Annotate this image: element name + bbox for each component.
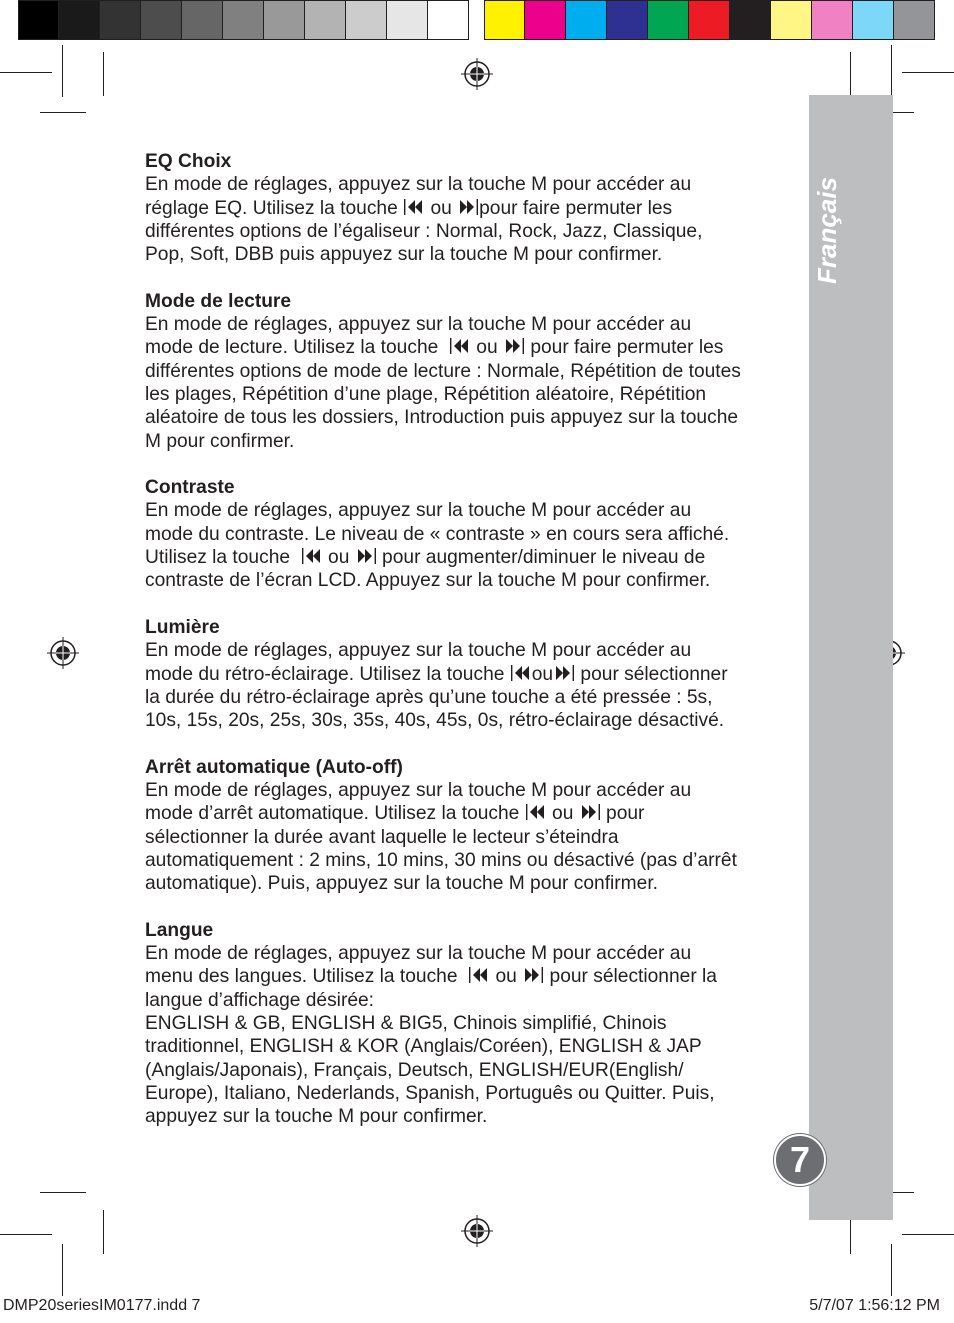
text-fragment: les plages, Répétition d’une plage, Répétition aléatoire, Répétition	[145, 383, 707, 405]
section-text-line	[145, 383, 775, 406]
color-swatch	[730, 0, 771, 40]
text-fragment: contraste de l’écran LCD. Appuyez sur la touche M pour confirmer.	[145, 570, 711, 592]
text-fragment: En mode de réglages, appuyez sur la touche M pour accéder au	[145, 780, 692, 802]
skip-next-icon	[553, 664, 575, 682]
crop-mark	[103, 52, 104, 96]
text-fragment: mode du contraste. Le niveau de « contraste » en cours sera affiché.	[145, 523, 730, 545]
gray-swatch	[264, 0, 305, 40]
color-swatch	[607, 0, 648, 40]
text-fragment: appuyez sur la touche M pour confirmer.	[145, 1106, 488, 1128]
text-fragment: 10s, 15s, 20s, 25s, 30s, 35s, 40s, 45s, 0s, rétro-éclairage désactivé.	[145, 710, 725, 732]
text-fragment: ou	[490, 966, 523, 988]
text-fragment: automatiquement : 2 mins, 10 mins, 30 mins ou désactivé (pas d’arrêt	[145, 849, 737, 871]
text-fragment: M pour confirmer.	[145, 430, 295, 452]
crop-mark	[891, 45, 892, 97]
footer-timestamp: 5/7/07 1:56:12 PM	[809, 1297, 940, 1314]
color-swatch	[648, 0, 689, 40]
grayscale-calibration-bar	[18, 0, 469, 42]
text-fragment: traditionnel, ENGLISH & KOR (Anglais/Coréen), ENGLISH & JAP	[145, 1036, 702, 1058]
section-text-line	[145, 826, 775, 849]
section-text-line	[145, 569, 775, 592]
text-fragment: aléatoire de tous les dossiers, Introduction puis appuyez sur la touche	[145, 407, 739, 429]
text-fragment: En mode de réglages, appuyez sur la touche M pour accéder au	[145, 500, 692, 522]
color-swatch	[812, 0, 853, 40]
manual-content	[145, 150, 775, 1152]
text-fragment: pour augmenter/diminuer le niveau de	[376, 547, 706, 569]
crop-mark	[891, 1244, 892, 1296]
text-fragment: la durée du rétro-éclairage après qu’une touche a été pressée : 5s,	[145, 686, 713, 708]
section-title: Contraste	[145, 477, 235, 499]
section-text-line	[145, 709, 775, 732]
gray-swatch	[141, 0, 182, 40]
text-fragment: sélectionner la durée avant laquelle le lecteur s’éteindra	[145, 826, 619, 848]
gray-swatch	[223, 0, 264, 40]
skip-next-icon	[457, 198, 479, 216]
text-fragment: Utilisez la touche	[145, 547, 301, 569]
gray-swatch	[100, 0, 141, 40]
gray-swatch	[387, 0, 428, 40]
text-fragment: ou	[531, 663, 554, 685]
color-swatch	[525, 0, 566, 40]
registration-mark-icon	[461, 58, 493, 90]
color-swatch	[566, 0, 607, 40]
color-swatch	[853, 0, 894, 40]
text-fragment: mode de lecture. Utilisez la touche	[145, 337, 449, 359]
crop-mark	[40, 112, 86, 113]
gray-swatch	[428, 0, 469, 40]
crop-mark	[902, 72, 954, 73]
skip-next-icon	[579, 803, 601, 821]
text-fragment: En mode de réglages, appuyez sur la touche M pour accéder au	[145, 640, 692, 662]
crop-mark	[0, 1234, 52, 1235]
section-text-line	[145, 243, 775, 266]
text-fragment: menu des langues. Utilisez la touche	[145, 966, 469, 988]
color-swatch	[894, 0, 935, 40]
crop-mark	[62, 1244, 63, 1296]
gray-swatch	[305, 0, 346, 40]
section-title: Mode de lecture	[145, 290, 292, 312]
text-fragment: En mode de réglages, appuyez sur la touche M pour accéder au	[145, 943, 692, 965]
crop-mark	[902, 1234, 954, 1235]
section-text-line	[145, 639, 775, 662]
section-text-line	[145, 872, 775, 895]
text-fragment: ou	[546, 803, 579, 825]
section-text-line	[145, 989, 775, 1012]
page-number-badge: 7	[774, 1134, 826, 1186]
manual-section	[145, 290, 775, 453]
text-fragment: En mode de réglages, appuyez sur la touche M pour accéder au	[145, 174, 692, 196]
section-text-line	[145, 965, 775, 988]
section-text-line	[145, 1035, 775, 1058]
gray-swatch	[182, 0, 223, 40]
section-text-line	[145, 197, 775, 220]
section-text-line	[145, 313, 775, 336]
section-text-line	[145, 779, 775, 802]
skip-previous-icon	[301, 547, 323, 565]
section-text-line	[145, 430, 775, 453]
section-title: Lumière	[145, 616, 220, 638]
manual-section	[145, 756, 775, 896]
section-title: Langue	[145, 919, 214, 941]
manual-section	[145, 150, 775, 266]
crop-mark	[62, 45, 63, 97]
section-text-line	[145, 802, 775, 825]
registration-mark-icon	[461, 1215, 493, 1247]
section-title: EQ Choix	[145, 151, 232, 172]
section-text-line	[145, 523, 775, 546]
text-fragment: mode du rétro-éclairage. Utilisez la touche	[145, 663, 510, 685]
text-fragment: pour faire permuter les	[524, 337, 724, 359]
skip-previous-icon	[525, 803, 547, 821]
section-text-line	[145, 686, 775, 709]
section-text-line	[145, 406, 775, 429]
skip-next-icon	[503, 337, 525, 355]
color-calibration-bar	[484, 0, 935, 42]
gray-swatch	[18, 0, 59, 40]
skip-previous-icon	[449, 337, 471, 355]
text-fragment: langue d’affichage désirée:	[145, 989, 375, 1011]
section-text-line	[145, 1059, 775, 1082]
text-fragment: pour faire permuter les	[479, 197, 673, 219]
color-swatch	[484, 0, 525, 40]
skip-next-icon	[355, 547, 377, 565]
crop-mark	[0, 72, 52, 73]
section-text-line	[145, 1105, 775, 1128]
section-text-line	[145, 173, 775, 196]
text-fragment: différentes options de mode de lecture : Normale, Répétition de toutes	[145, 360, 741, 382]
text-fragment: Pop, Soft, DBB puis appuyez sur la touche M pour confirmer.	[145, 244, 663, 266]
crop-mark	[40, 1192, 86, 1193]
gray-swatch	[59, 0, 100, 40]
gray-swatch	[346, 0, 387, 40]
language-tab-label: Français	[811, 177, 842, 284]
footer-file-info: DMP20seriesIM0177.indd 7	[3, 1297, 201, 1314]
section-text-line	[145, 546, 775, 569]
registration-mark-icon	[47, 637, 79, 669]
text-fragment: (Anglais/Japonais), Français, Deutsch, ENGLISH/EUR(English/	[145, 1059, 684, 1081]
section-text-line	[145, 499, 775, 522]
text-fragment: pour sélectionner la	[544, 966, 717, 988]
section-text-line	[145, 849, 775, 872]
manual-section	[145, 616, 775, 732]
text-fragment: pour sélectionner	[575, 663, 728, 685]
text-fragment: différentes options de l’égaliseur : Normal, Rock, Jazz, Classique,	[145, 220, 703, 242]
text-fragment: ou	[425, 197, 458, 219]
skip-next-icon	[522, 966, 544, 984]
skip-previous-icon	[403, 198, 425, 216]
skip-previous-icon	[468, 966, 490, 984]
section-text-line	[145, 663, 775, 686]
text-fragment: Europe), Italiano, Nederlands, Spanish, Português ou Quitter. Puis,	[145, 1082, 715, 1104]
section-text-line	[145, 220, 775, 243]
text-fragment: pour	[600, 803, 645, 825]
section-text-line	[145, 360, 775, 383]
text-fragment: réglage EQ. Utilisez la touche	[145, 197, 404, 219]
color-swatch	[689, 0, 730, 40]
skip-previous-icon	[510, 664, 532, 682]
crop-mark	[850, 52, 851, 96]
text-fragment: automatique). Puis, appuyez sur la touche M pour confirmer.	[145, 873, 658, 895]
text-fragment: mode d’arrêt automatique. Utilisez la touche	[145, 803, 525, 825]
manual-section	[145, 919, 775, 1129]
section-text-line	[145, 1082, 775, 1105]
text-fragment: ou	[470, 337, 503, 359]
section-text-line	[145, 942, 775, 965]
language-tab-label-container	[809, 95, 845, 295]
text-fragment: ou	[322, 547, 355, 569]
section-text-line	[145, 336, 775, 359]
section-text-line	[145, 1012, 775, 1035]
text-fragment: En mode de réglages, appuyez sur la touche M pour accéder au	[145, 314, 692, 336]
crop-mark	[103, 1210, 104, 1254]
manual-section	[145, 476, 775, 592]
color-swatch	[771, 0, 812, 40]
text-fragment: ENGLISH & GB, ENGLISH & BIG5, Chinois simplifié, Chinois	[145, 1012, 667, 1034]
section-title: Arrêt automatique (Auto-off)	[145, 756, 403, 778]
